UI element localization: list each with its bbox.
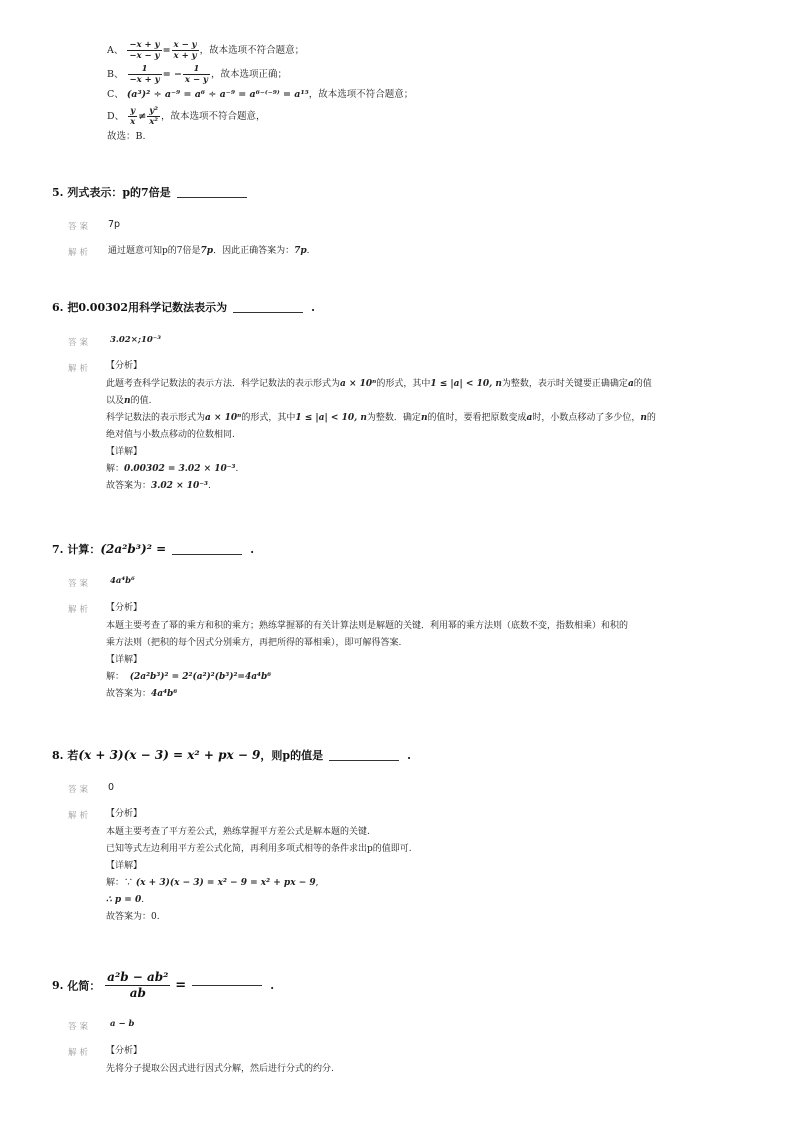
option-b-text: ，故本选项正确； — [210, 69, 287, 80]
question-6-answer: 3.02×;10⁻³ — [110, 335, 161, 345]
answer-label: 答案 — [68, 1022, 92, 1032]
answer-label: 答案 — [68, 222, 92, 232]
question-7-title: 7. 计算：(2a²b³)² = . — [52, 542, 255, 556]
question-9-title: 9. 化简： $\frac{\text{a²b − ab²}}{ab}$ = . — [52, 970, 275, 1000]
analysis-label: 解析 — [68, 1048, 92, 1058]
question-8-title: 8. 若(x + 3)(x − 3) = x² + px − 9，则p的值是 . — [52, 748, 411, 762]
option-a: A、 $\frac{-x + y}{-x - y}$ = $\frac{x - y}{x + y}$ ，故本选项不符合题意； — [107, 40, 305, 61]
analysis-label: 解析 — [68, 605, 92, 615]
answer-blank — [192, 985, 262, 986]
question-8-answer: 0 — [108, 782, 115, 793]
option-b-fraction-2: $\frac{1}{x - y}$ — [184, 64, 208, 85]
analysis-heading: 【详解】 — [106, 447, 143, 457]
option-d-fraction-2: $\frac{\text{y²}}{\text{x²}}$ — [149, 106, 158, 127]
prev-conclusion: 故选：B. — [107, 131, 146, 142]
question-5-number: 5. — [52, 186, 64, 199]
option-a-fraction-2: $\frac{x - y}{x + y}$ — [173, 40, 197, 61]
option-a-label: A、 — [107, 45, 124, 56]
analysis-heading: 【分析】 — [106, 1046, 143, 1056]
answer-blank — [177, 197, 247, 198]
question-9-analysis: 【分析】 先将分子提取公因式进行因式分解，然后进行分式的约分. — [106, 1046, 334, 1074]
question-9-answer: a − b — [110, 1019, 135, 1029]
question-6-title: 6. 把0.00302用科学记数法表示为 . — [52, 301, 315, 314]
answer-blank — [233, 312, 303, 313]
option-a-fraction-1: $\frac{-x + y}{-x - y}$ — [129, 40, 160, 61]
question-5-answer: 7p — [108, 219, 121, 230]
option-c-label: C、 — [107, 89, 124, 100]
question-7-answer: 4a⁴b⁶ — [110, 576, 135, 586]
question-5-text: 列式表示：p的7倍是 — [67, 186, 171, 199]
analysis-label: 解析 — [68, 248, 92, 258]
question-7-expression: (2a²b³)² = — [100, 542, 167, 556]
question-8-analysis: 【分析】 本题主要考查了平方差公式，熟练掌握平方差公式是解本题的关键. 已知等式左边利用平方差公式化简，再利用多项式相等的条件求出p的值即可. 【详解】 解：∵ (x + 3)(x − 3) = x² − 9 = x² + px − 9, ∴ p = 0. 故答案为：0. — [106, 809, 412, 922]
analysis-label: 解析 — [68, 811, 92, 821]
option-b-label: B、 — [107, 69, 124, 80]
question-8-expression: (x + 3)(x − 3) = x² + px − 9 — [78, 748, 261, 762]
answer-label: 答案 — [68, 785, 92, 795]
option-a-text: ，故本选项不符合题意； — [199, 45, 305, 56]
question-8-number: 8. — [52, 749, 64, 762]
option-c-expression: (a³)² ÷ a⁻⁹ = a⁶ ÷ a⁻⁹ = a⁶⁻⁽⁻⁹⁾ = a¹⁵ — [126, 89, 309, 100]
question-9-number: 9. — [52, 979, 64, 992]
analysis-heading: 【分析】 — [106, 603, 143, 613]
option-c-text: ，故本选项不符合题意； — [308, 89, 414, 100]
option-b: B、 $\frac{1}{-x + y}$ = − $\frac{1}{x - y}$ ，故本选项正确； — [107, 64, 287, 85]
analysis-heading: 【详解】 — [106, 861, 143, 871]
question-7-analysis: 【分析】 本题主要考查了幂的乘方和积的乘方；熟练掌握幂的有关计算法则是解题的关键．利用幂的乘方法则（底数不变，指数相乘）和积的 乘方法则（把积的每个因式分别乘方，再把所得的幂相乘），即可解得答案. 【详解】 解： (2a²b³)² = 2²(a²)²(b³)²=4a⁴b⁶ 故答案为：4a⁴b⁶ — [106, 603, 629, 699]
analysis-heading: 【分析】 — [106, 809, 143, 819]
analysis-heading: 【详解】 — [106, 655, 143, 665]
question-5-title — [52, 184, 255, 200]
question-6-number: 6. — [52, 301, 64, 314]
option-c — [107, 88, 413, 102]
analysis-heading: 【分析】 — [106, 361, 143, 371]
option-d: D、 $\frac{y}{x}$ ≠ $\frac{\text{y²}}{\text{x²}}$ ，故本选项不符合题意， — [107, 106, 266, 127]
question-6-analysis: 【分析】 此题考查科学记数法的表示方法．科学记数法的表示形式为a × 10ⁿ的形式，其中1 ≤ |a| < 10, n为整数，表示时关键要正确确定a的值 以及n的值. 科学记数法的表示形式为a × 10ⁿ的形式，其中1 ≤ |a| < 10, n为整数．确定n的值时，要看把原数变成a时，小数点移动了多少位，n的 绝对值与小数点移动的位数相同. 【详解】 解：0.00302 = 3.02 × 10⁻³. 故答案为：3.02 × 10⁻³. — [106, 361, 656, 491]
answer-blank — [329, 760, 399, 761]
question-5-analysis: 通过题意可知p的7倍是7p．因此正确答案为：7p. — [108, 246, 310, 256]
question-9-fraction: $\frac{\text{a²b − ab²}}{ab}$ — [107, 970, 169, 1000]
answer-label: 答案 — [68, 338, 92, 348]
answer-label: 答案 — [68, 579, 92, 589]
analysis-label: 解析 — [68, 364, 92, 374]
question-7-number: 7. — [52, 543, 64, 556]
answer-blank — [172, 554, 242, 555]
option-b-fraction-1: $\frac{1}{-x + y}$ — [129, 64, 160, 85]
option-d-label: D、 — [107, 111, 125, 122]
option-d-fraction-1: $\frac{y}{x}$ — [130, 106, 136, 127]
option-d-text: ，故本选项不符合题意， — [161, 111, 266, 122]
